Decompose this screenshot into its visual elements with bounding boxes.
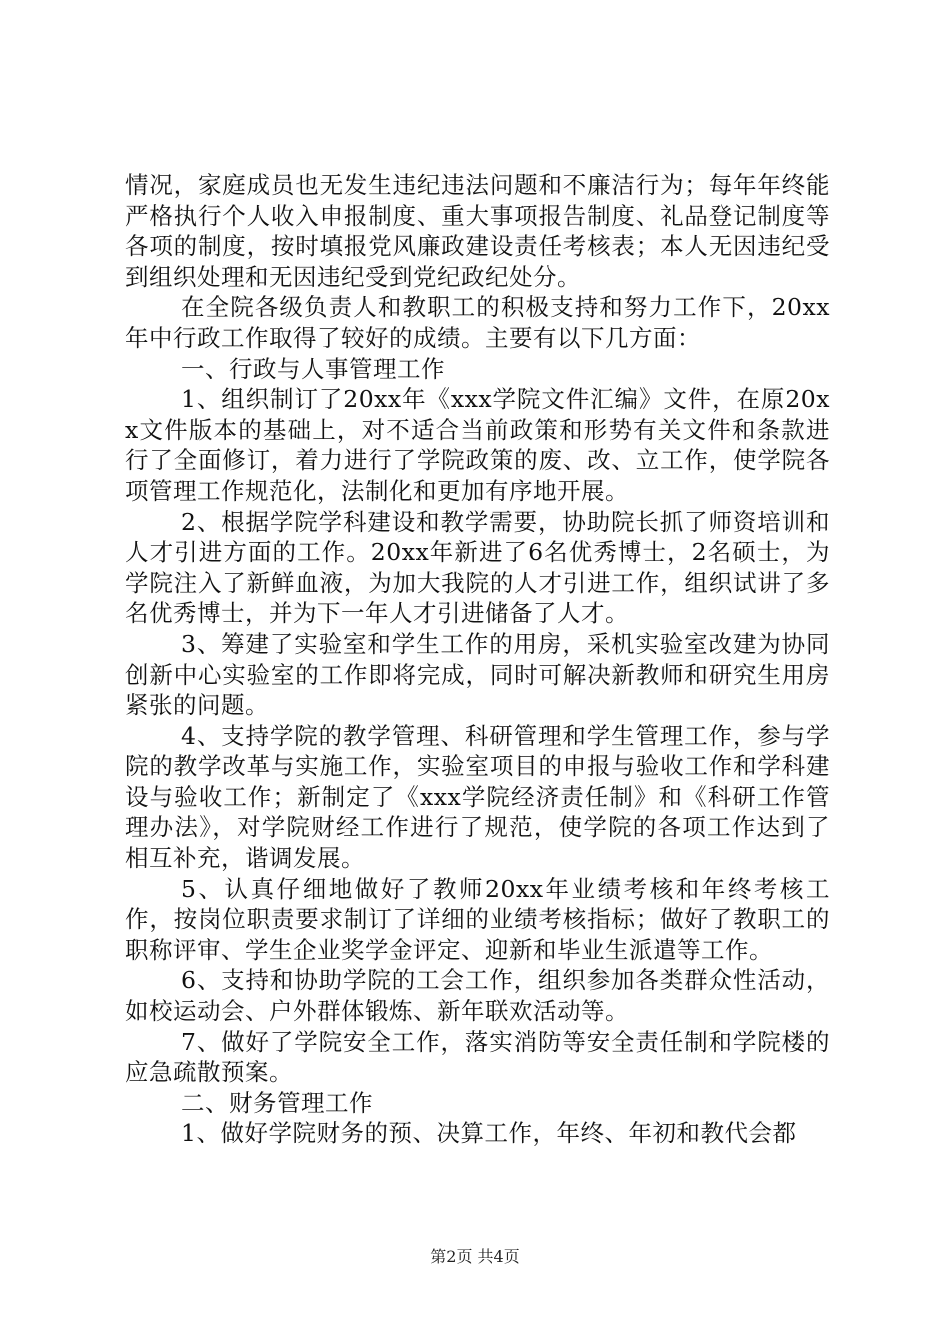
- paragraph-item-7: 7、做好了学院安全工作，落实消防等安全责任制和学院楼的应急疏散预案。: [125, 1027, 830, 1087]
- paragraph-item-2: 2、根据学院学科建设和教学需要，协助院长抓了师资培训和人才引进方面的工作。20xx年新进了6名优秀博士，2名硕士，为学院注入了新鲜血液，为加大我院的人才引进工作，组织试讲了多名优秀博士，并为下一年人才引进储备了人才。: [125, 507, 830, 628]
- paragraph-item-1: 1、组织制订了20xx年《xxx学院文件汇编》文件，在原20xx文件版本的基础上，对不适合当前政策和形势有关文件和条款进行了全面修订，着力进行了学院政策的废、改、立工作，使学院各项管理工作规范化，法制化和更加有序地开展。: [125, 385, 830, 505]
- section-heading-admin: 一、行政与人事管理工作: [181, 354, 445, 383]
- paragraph-intro: 在全院各级负责人和教职工的积极支持和努力工作下，20xx年中行政工作取得了较好的成绩。主要有以下几方面：: [125, 293, 830, 352]
- paragraph-item-3: 3、筹建了实验室和学生工作的用房，采机实验室改建为协同创新中心实验室的工作即将完成，同时可解决新教师和研究生用房紧张的问题。: [125, 629, 830, 720]
- paragraph-finance-item-1: 1、做好学院财务的预、决算工作，年终、年初和教代会都: [181, 1119, 797, 1148]
- paragraph-item-5: 5、认真仔细地做好了教师20xx年业绩考核和年终考核工作，按岗位职责要求制订了详细的业绩考核指标；做好了教职工的职称评审、学生企业奖学金评定、迎新和毕业生派遣等工作。: [125, 874, 830, 964]
- paragraph-item-6: 6、支持和协助学院的工会工作，组织参加各类群众性活动，如校运动会、户外群体锻炼、新年联欢活动等。: [125, 966, 830, 1026]
- paragraph-item-4: 4、支持学院的教学管理、科研管理和学生管理工作，参与学院的教学改革与实施工作，实验室项目的申报与验收工作和学科建设与验收工作；新制定了《xxx学院经济责任制》和《科研工作管理办法》，对学院财经工作进行了规范，使学院的各项工作达到了相互补充，谐调发展。: [125, 721, 830, 873]
- page-number-footer: 第2页 共4页: [430, 1247, 520, 1266]
- paragraph-continuation: 情况，家庭成员也无发生违纪违法问题和不廉洁行为；每年年终能严格执行个人收入申报制度、重大事项报告制度、礼品登记制度等各项的制度，按时填报党风廉政建设责任考核表；本人无因违纪受到组织处理和无因违纪受到党纪政纪处分。: [125, 171, 830, 291]
- document-body: [125, 170, 830, 1149]
- section-heading-finance: 二、财务管理工作: [181, 1088, 373, 1117]
